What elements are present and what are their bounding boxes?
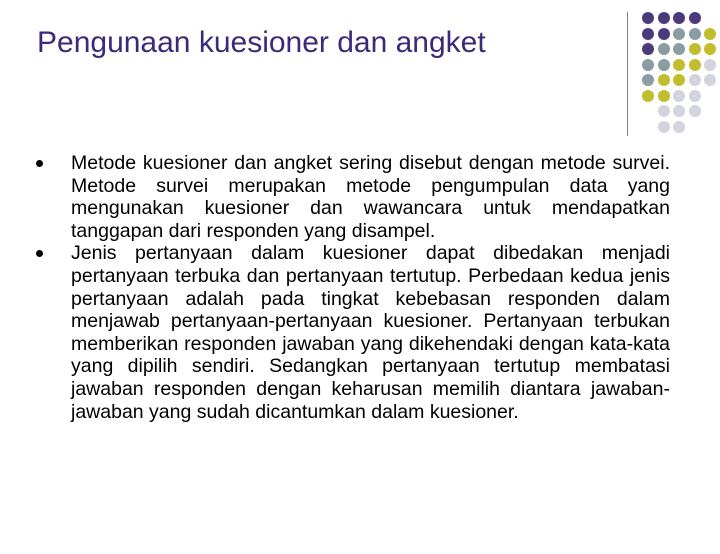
bullet-dot-icon [36, 160, 43, 167]
bullet-item [36, 152, 670, 242]
decorative-dot [689, 28, 701, 40]
bullet-text: Jenis pertanyaan dalam kuesioner dapat dibedakan menjadi pertanyaan terbuka dan pertanyaan tertutup. Perbedaan kedua jenis pertanyaan adalah pada tingkat kebebasan responden dalam menjawab pertanyaan-pertanyaan kuesioner. Pertanyaan terbukan memberikan responden jawaban yang dikehendaki dengan kata-kata yang dipilih sendiri. Sedangkan pertanyaan tertutup membatasi jawaban responden dengan keharusan memilih diantara jawaban-jawaban yang sudah dicantumkan dalam kuesioner. [71, 242, 670, 423]
title-divider-line [627, 12, 628, 136]
decorative-dot [689, 90, 701, 102]
decorative-dot [642, 28, 654, 40]
decorative-dot [689, 12, 701, 24]
decorative-dot [658, 12, 670, 24]
bullet-list [36, 152, 670, 423]
decorative-dot [658, 28, 670, 40]
decorative-dot [658, 43, 670, 55]
decorative-dot [704, 28, 716, 40]
decorative-dot [689, 105, 701, 117]
bullet-dot-icon [36, 250, 43, 257]
decorative-dot [642, 90, 654, 102]
decorative-dot [704, 59, 716, 71]
decorative-dot [689, 74, 701, 86]
slide-title: Pengunaan kuesioner dan angket [37, 26, 486, 59]
decorative-dot [658, 59, 670, 71]
decorative-dot [673, 28, 685, 40]
decorative-dot [642, 12, 654, 24]
decorative-dot [673, 105, 685, 117]
decorative-dot [642, 43, 654, 55]
decorative-dot [642, 59, 654, 71]
decorative-dot [673, 74, 685, 86]
decorative-dot [673, 121, 685, 133]
bullet-text: Metode kuesioner dan angket sering disebut dengan metode survei. Metode survei merupakan metode pengumpulan data yang mengunakan kuesioner dan wawancara untuk mendapatkan tanggapan dari responden yang disampel. [71, 152, 670, 242]
decorative-dot [658, 105, 670, 117]
decorative-dot [658, 121, 670, 133]
decorative-dot [673, 43, 685, 55]
decorative-dot [689, 59, 701, 71]
bullet-item [36, 242, 670, 423]
decorative-dot [704, 43, 716, 55]
decorative-dot [689, 43, 701, 55]
decorative-dot [658, 74, 670, 86]
decorative-dot [673, 12, 685, 24]
decorative-dot [704, 74, 716, 86]
decorative-dot [658, 90, 670, 102]
decorative-dot [673, 59, 685, 71]
decorative-dot [673, 90, 685, 102]
decorative-dot [642, 74, 654, 86]
decorative-dot-grid [642, 12, 720, 122]
